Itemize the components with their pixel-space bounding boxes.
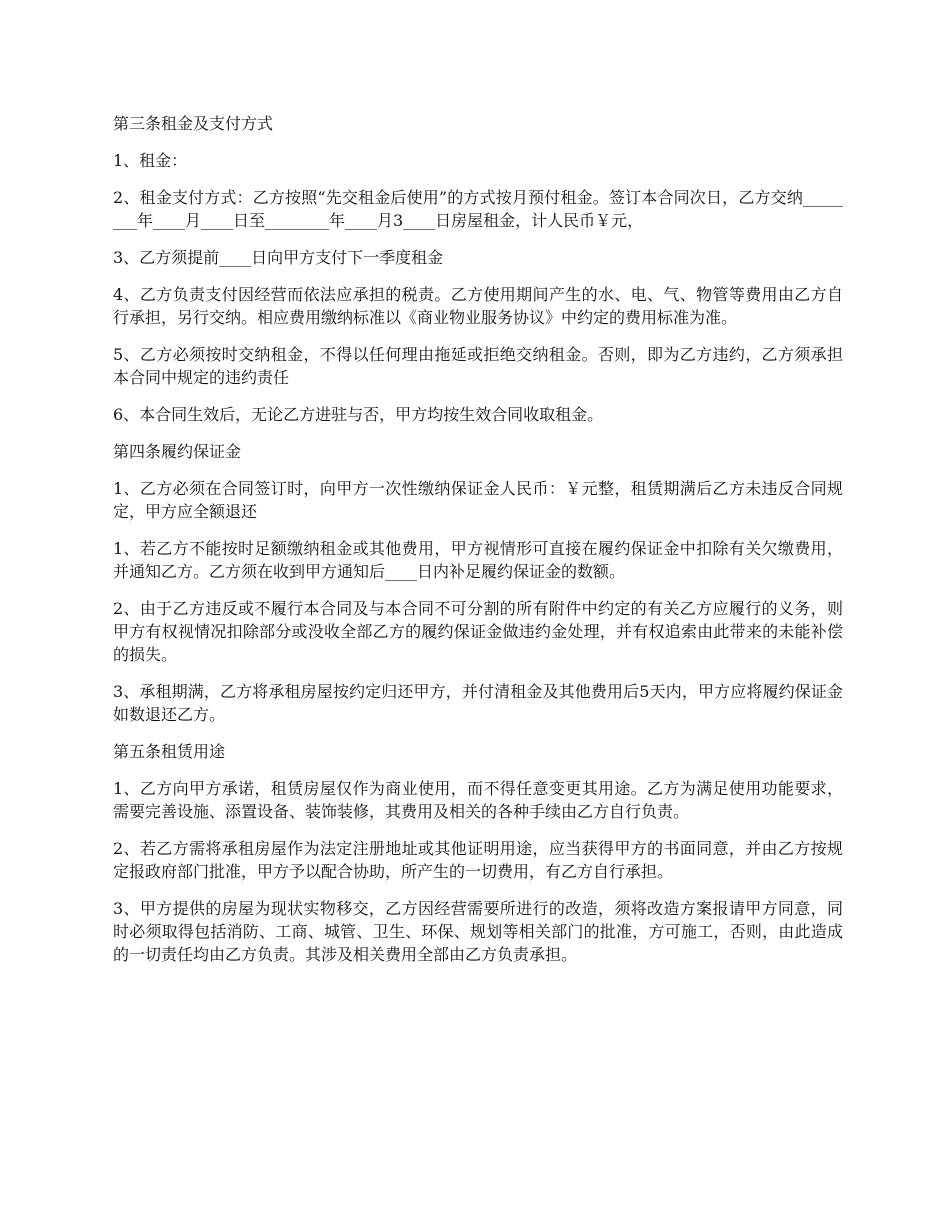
paragraph: 3、承租期满，乙方将承租房屋按约定归还甲方，并付清租金及其他费用后5天内，甲方应将履约保证金如数退还乙方。 — [113, 682, 843, 724]
section-title: 第五条租赁用途 — [113, 742, 226, 761]
paragraph: 1、租金： — [113, 151, 188, 170]
paragraph: 6、本合同生效后，无论乙方进驻与否，甲方均按生效合同收取租金。 — [113, 405, 604, 424]
section-title: 第三条租金及支付方式 — [113, 114, 274, 133]
section-lease-purpose — [113, 740, 843, 966]
paragraph: 1、若乙方不能按时足额缴纳租金或其他费用，甲方视情形可直接在履约保证金中扣除有关欠缴费用，并通知乙方。乙方须在收到甲方通知后____日内补足履约保证金的数额。 — [113, 539, 843, 581]
section-title: 第四条履约保证金 — [113, 442, 242, 461]
paragraph: 1、乙方向甲方承诺，租赁房屋仅作为商业使用，而不得任意变更其用途。乙方为满足使用功能要求，需要完善设施、添置设备、装饰装修，其费用及相关的各种手续由乙方自行负责。 — [113, 779, 843, 821]
paragraph: 3、甲方提供的房屋为现状实物移交，乙方因经营需要所进行的改造，须将改造方案报请甲方同意，同时必须取得包括消防、工商、城管、卫生、环保、规划等相关部门的批准，方可施工，否则，由此造成的一切责任均由乙方负责。其涉及相关费用全部由乙方负责承担。 — [113, 899, 843, 964]
paragraph: 4、乙方负责支付因经营而依法应承担的税责。乙方使用期间产生的水、电、气、物管等费用由乙方自行承担，另行交纳。相应费用缴纳标准以《商业物业服务协议》中约定的费用标准为准。 — [113, 285, 843, 327]
document-page — [113, 112, 843, 980]
section-rent-payment — [113, 112, 843, 426]
section-performance-deposit — [113, 440, 843, 726]
paragraph: 2、若乙方需将承租房屋作为法定注册地址或其他证明用途，应当获得甲方的书面同意，并由乙方按规定报政府部门批准，甲方予以配合协助，所产生的一切费用，有乙方自行承担。 — [113, 839, 843, 881]
paragraph: 1、乙方必须在合同签订时，向甲方一次性缴纳保证金人民币：￥元整，租赁期满后乙方未违反合同规定，甲方应全额退还 — [113, 479, 843, 521]
paragraph: 5、乙方必须按时交纳租金，不得以任何理由拖延或拒绝交纳租金。否则，即为乙方违约，乙方须承担本合同中规定的违约责任 — [113, 345, 843, 387]
paragraph: 2、由于乙方违反或不履行本合同及与本合同不可分割的所有附件中约定的有关乙方应履行的义务，则甲方有权视情况扣除部分或没收全部乙方的履约保证金做违约金处理，并有权追索由此带来的未能补偿的损失。 — [113, 599, 843, 664]
paragraph: 2、租金支付方式：乙方按照“先交租金后使用”的方式按月预付租金。签订本合同次日，乙方交纳________年____月____日至________年____月3____日房屋租金，计人民币￥元， — [113, 188, 843, 230]
paragraph: 3、乙方须提前____日向甲方支付下一季度租金 — [113, 248, 444, 267]
